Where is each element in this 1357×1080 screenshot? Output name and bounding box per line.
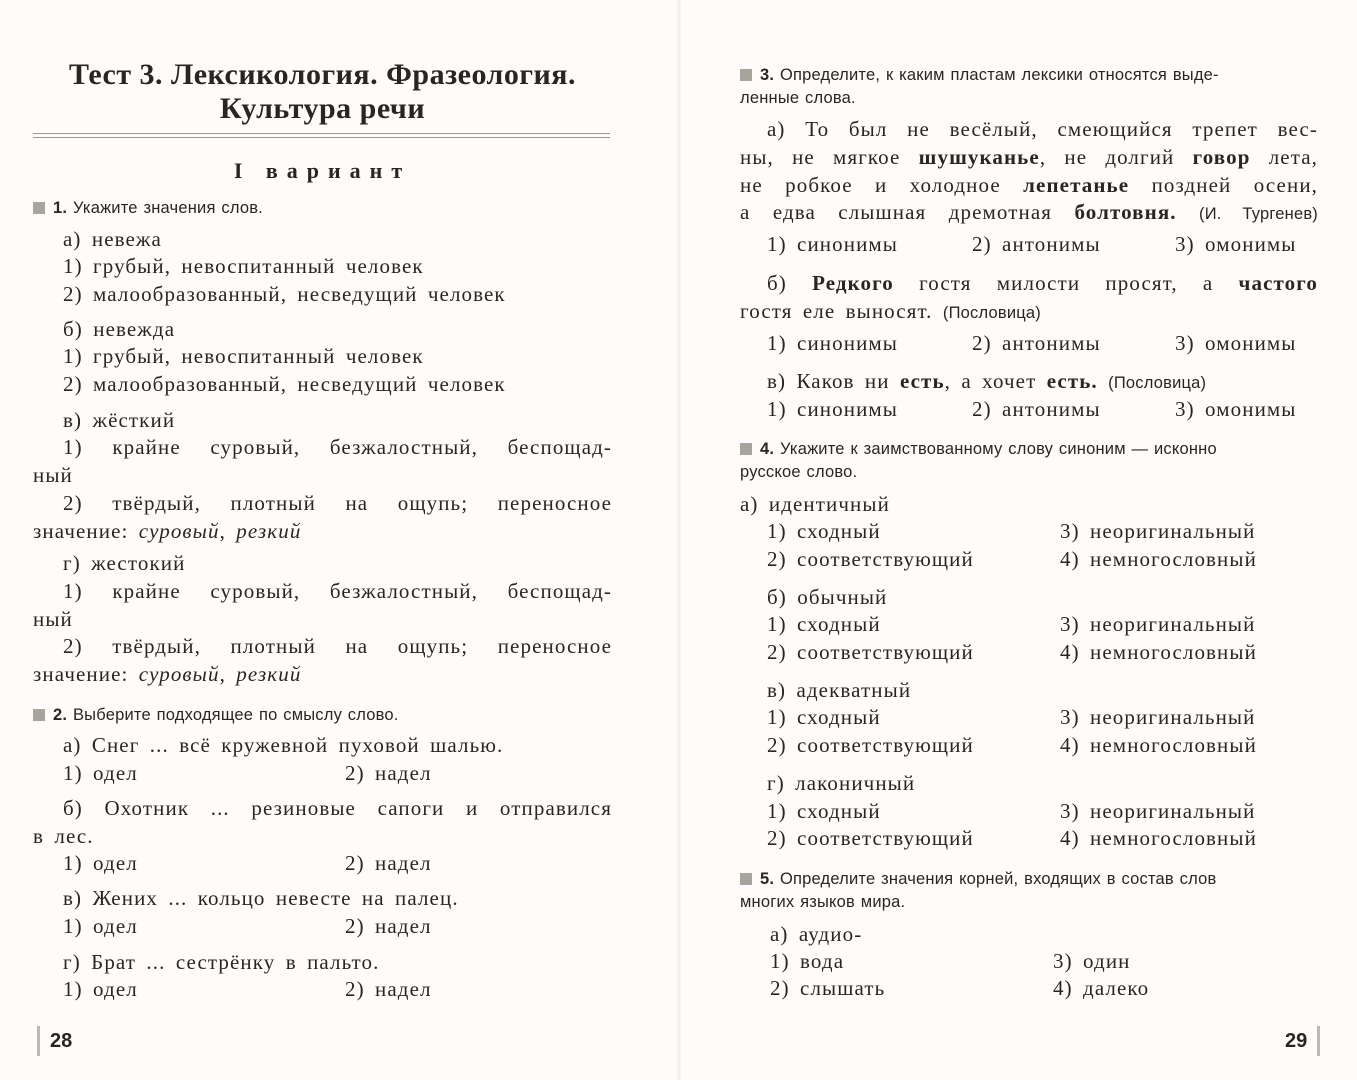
q1-b-option-1: 1) грубый, невоспитанный человек [63,344,424,368]
q1-v-option-2-cont: значение: суровый, резкий [33,519,302,543]
q3-b-line-1: б) Редкого гостя милости просят, а частого [767,271,1318,295]
q3-b-line-2: гостя еле выносят. (Пословица) [740,299,1041,323]
q4-g-word: г) лаконичный [767,771,916,795]
question-marker-icon [33,202,45,214]
q1-g-word: г) жестокий [63,551,186,575]
q3-a-line-2: ны, не мягкое шушуканье, не долгий говор лета, [740,145,1318,169]
q4-v-option-4: 4) немногословный [1060,733,1257,757]
q4-b-option-3: 3) неоригинальный [1060,612,1256,636]
q2-g-option-1: 1) одел [63,977,138,1001]
q4-v-option-2: 2) соответствующий [767,733,974,757]
q4-g-option-3: 3) неоригинальный [1060,799,1256,823]
q3-a-line-1: а) То был не весёлый, смеющийся трепет вес- [767,117,1318,141]
q1-g-option-2-cont: значение: суровый, резкий [33,662,302,686]
q2-g-option-2: 2) надел [345,977,432,1001]
question-1-prompt: 1. Укажите значения слов. [33,196,263,220]
test-title-line1: Тест 3. Лексикология. Фразеология. [68,58,577,91]
q4-v-option-1: 1) сходный [767,705,881,729]
question-5-prompt-cont: многих языков мира. [740,893,906,911]
q3-a-line-3: не робкое и холодное лепетанье поздней осени, [740,173,1319,197]
q4-v-word: в) адекватный [767,678,912,702]
question-3-prompt: 3. Определите, к каким пластам лексики относятся выде- [740,63,1219,87]
q2-a-option-2: 2) надел [345,761,432,785]
page-number-left: 28 [37,1026,72,1056]
q1-a-word: а) невежа [63,227,162,251]
q4-b-option-2: 2) соответствующий [767,640,974,664]
question-marker-icon [740,69,752,81]
q4-b-option-4: 4) немногословный [1060,640,1257,664]
q1-b-option-2: 2) малообразованный, несведущий человек [63,372,506,396]
question-marker-icon [740,443,752,455]
q1-v-word: в) жёсткий [63,408,176,432]
q2-g-sentence: г) Брат ... сестрёнку в пальто. [63,950,380,974]
q5-a-option-1: 1) вода [770,949,845,973]
q1-v-option-1: 1) крайне суровый, безжалостный, беспощад- [63,435,612,459]
q3-b-option-3: 3) омонимы [1175,331,1297,355]
q3-b-option-1: 1) синонимы [767,331,899,355]
q3-v-line: в) Каков ни есть, а хочет есть. (Пословица) [767,369,1207,393]
variant-heading: I вариант [233,158,412,183]
question-2-prompt: 2. Выберите подходящее по смыслу слово. [33,703,399,727]
q3-v-option-1: 1) синонимы [767,397,899,421]
q1-g-option-1-cont: ный [33,607,73,631]
q5-a-root: а) аудио- [770,922,863,946]
q4-a-option-2: 2) соответствующий [767,547,974,571]
q2-v-sentence: в) Жених ... кольцо невесте на палец. [63,886,459,910]
q4-g-option-2: 2) соответствующий [767,826,974,850]
q4-v-option-3: 3) неоригинальный [1060,705,1256,729]
q1-v-option-1-cont: ный [33,463,73,487]
question-4-prompt-cont: русское слово. [740,463,858,481]
q3-b-option-2: 2) антонимы [972,331,1101,355]
q2-a-sentence: а) Снег ... всё кружевной пуховой шалью. [63,733,504,757]
book-gutter [676,0,682,1080]
q2-b-sentence-cont: в лес. [33,824,94,848]
q5-a-option-3: 3) один [1053,949,1131,973]
question-marker-icon [740,873,752,885]
q1-a-option-1: 1) грубый, невоспитанный человек [63,254,424,278]
question-4-prompt: 4. Укажите к заимствованному слову синоним — исконно [740,437,1217,461]
q2-a-option-1: 1) одел [63,761,138,785]
q3-a-option-3: 3) омонимы [1175,232,1297,256]
q2-b-option-1: 1) одел [63,851,138,875]
q3-v-option-2: 2) антонимы [972,397,1101,421]
title-divider [33,133,610,138]
q3-a-option-2: 2) антонимы [972,232,1101,256]
q4-a-option-4: 4) немногословный [1060,547,1257,571]
q2-b-sentence: б) Охотник ... резиновые сапоги и отправился [63,796,612,820]
q4-a-word: а) идентичный [740,492,890,516]
q3-v-option-3: 3) омонимы [1175,397,1297,421]
q1-a-option-2: 2) малообразованный, несведущий человек [63,282,506,306]
question-marker-icon [33,709,45,721]
q2-v-option-1: 1) одел [63,914,138,938]
q1-b-word: б) невежда [63,317,176,341]
q4-g-option-1: 1) сходный [767,799,881,823]
q5-a-option-2: 2) слышать [770,976,886,1000]
page-number-right: 29 [1285,1026,1320,1056]
q3-a-line-4: а едва слышная дремотная болтовня. (И. Тургенев) [740,200,1318,224]
q3-a-option-1: 1) синонимы [767,232,899,256]
q1-g-option-1: 1) крайне суровый, безжалостный, беспощад- [63,579,612,603]
q4-a-option-3: 3) неоригинальный [1060,519,1256,543]
q4-a-option-1: 1) сходный [767,519,881,543]
q1-v-option-2: 2) твёрдый, плотный на ощупь; переносное [63,491,612,515]
q4-b-option-1: 1) сходный [767,612,881,636]
question-3-prompt-cont: ленные слова. [740,89,856,107]
q4-b-word: б) обычный [767,585,888,609]
test-title-line2: Культура речи [219,92,426,125]
q2-b-option-2: 2) надел [345,851,432,875]
q1-g-option-2: 2) твёрдый, плотный на ощупь; переносное [63,634,612,658]
q2-v-option-2: 2) надел [345,914,432,938]
q5-a-option-4: 4) далеко [1053,976,1150,1000]
question-5-prompt: 5. Определите значения корней, входящих в состав слов [740,867,1216,891]
q4-g-option-4: 4) немногословный [1060,826,1257,850]
